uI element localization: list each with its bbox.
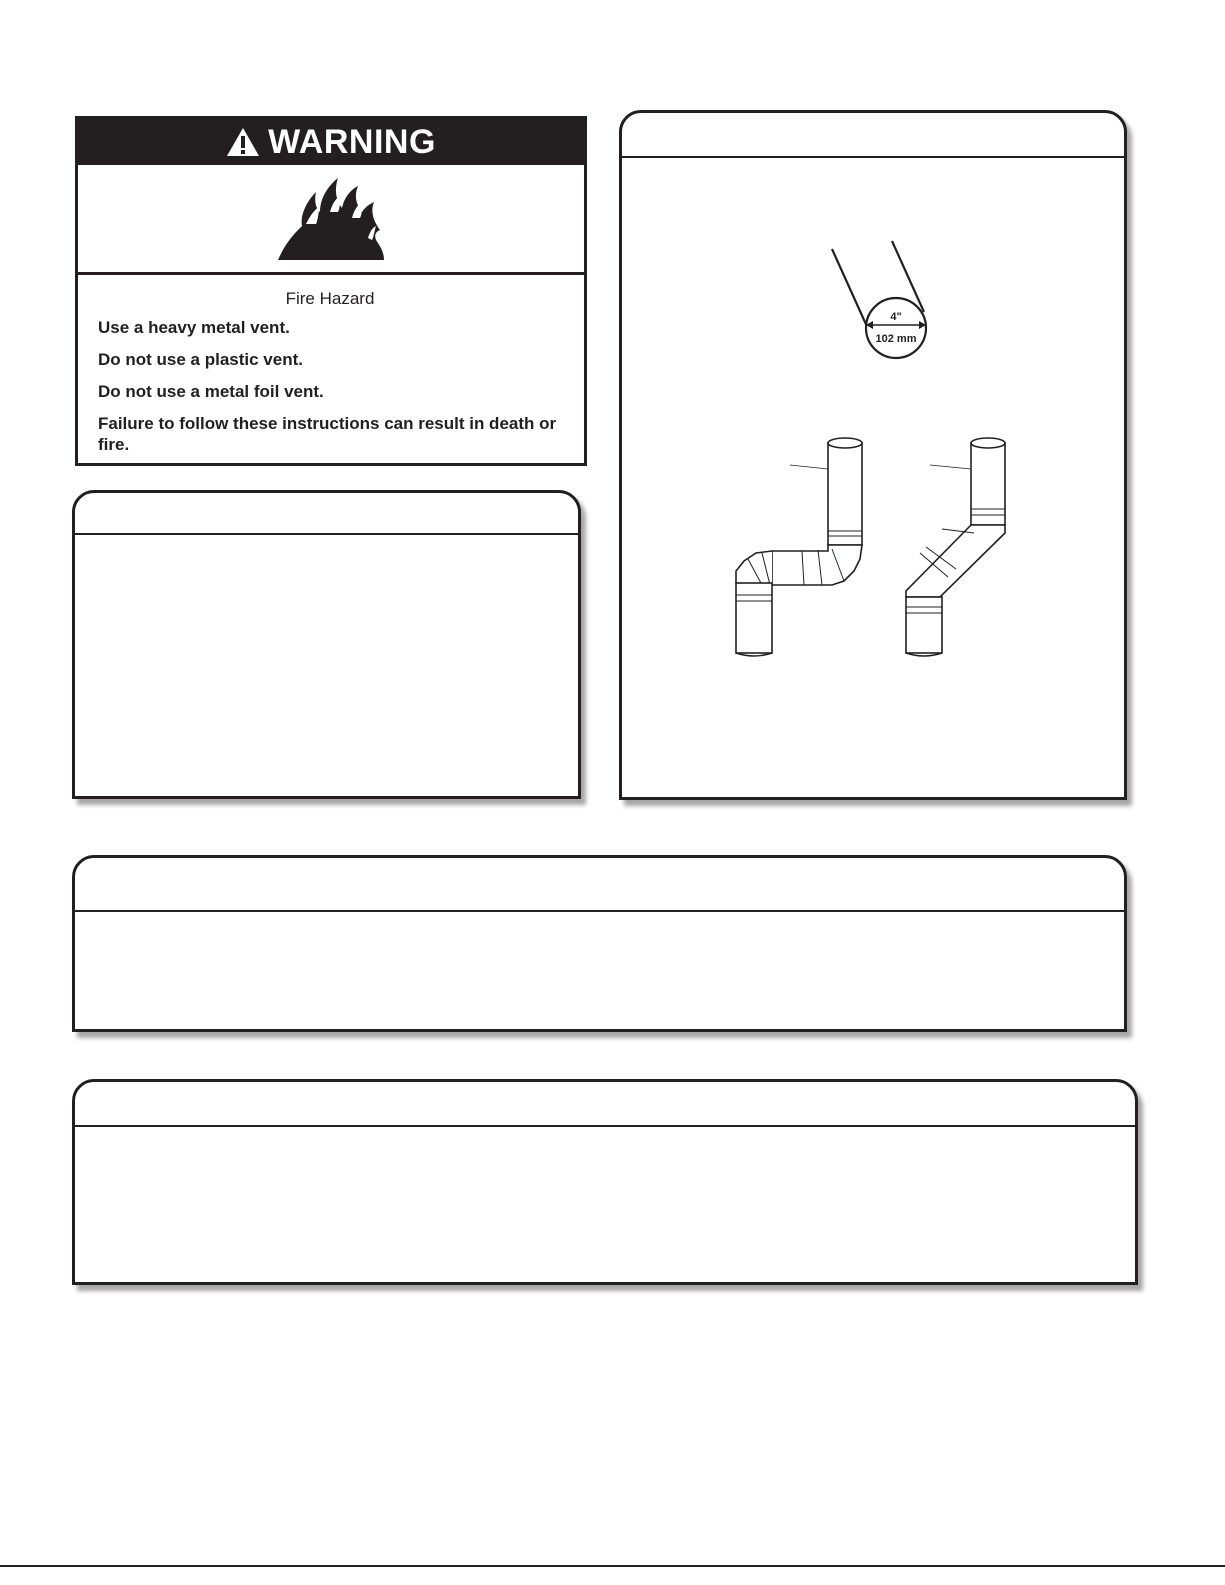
fire-icon-area xyxy=(78,165,584,275)
panel-middle-header xyxy=(75,858,1124,912)
panel-left-header xyxy=(75,493,578,535)
warning-line-metal-vent: Use a heavy metal vent. xyxy=(98,318,290,337)
panel-bottom-header xyxy=(75,1082,1135,1127)
diameter-mm: 102 mm xyxy=(875,333,917,345)
fire-hazard-warning xyxy=(75,116,587,466)
info-panel-middle xyxy=(72,855,1127,1032)
alert-triangle-icon xyxy=(226,127,260,157)
info-panel-bottom xyxy=(72,1079,1138,1285)
vent-elbow-assembly-1 xyxy=(736,438,862,656)
fire-icon xyxy=(276,176,386,262)
warning-line-consequence: Failure to follow these instructions can result in death or fire. xyxy=(98,414,557,454)
info-panel-left xyxy=(72,490,581,799)
page-footer-rule xyxy=(0,1565,1225,1567)
hazard-title: Fire Hazard xyxy=(285,289,375,308)
vent-elbow-assembly-2 xyxy=(906,438,1005,656)
diameter-inches: 4" xyxy=(890,311,902,323)
vent-diagram-panel xyxy=(619,110,1127,800)
warning-header xyxy=(78,119,584,165)
warning-title: WARNING xyxy=(268,122,436,161)
warning-line-foil-vent: Do not use a metal foil vent. xyxy=(98,382,324,401)
callout-line-1 xyxy=(790,465,828,469)
warning-line-plastic-vent: Do not use a plastic vent. xyxy=(98,350,303,369)
callout-line-2 xyxy=(930,465,971,469)
vent-diagram xyxy=(622,113,1124,797)
